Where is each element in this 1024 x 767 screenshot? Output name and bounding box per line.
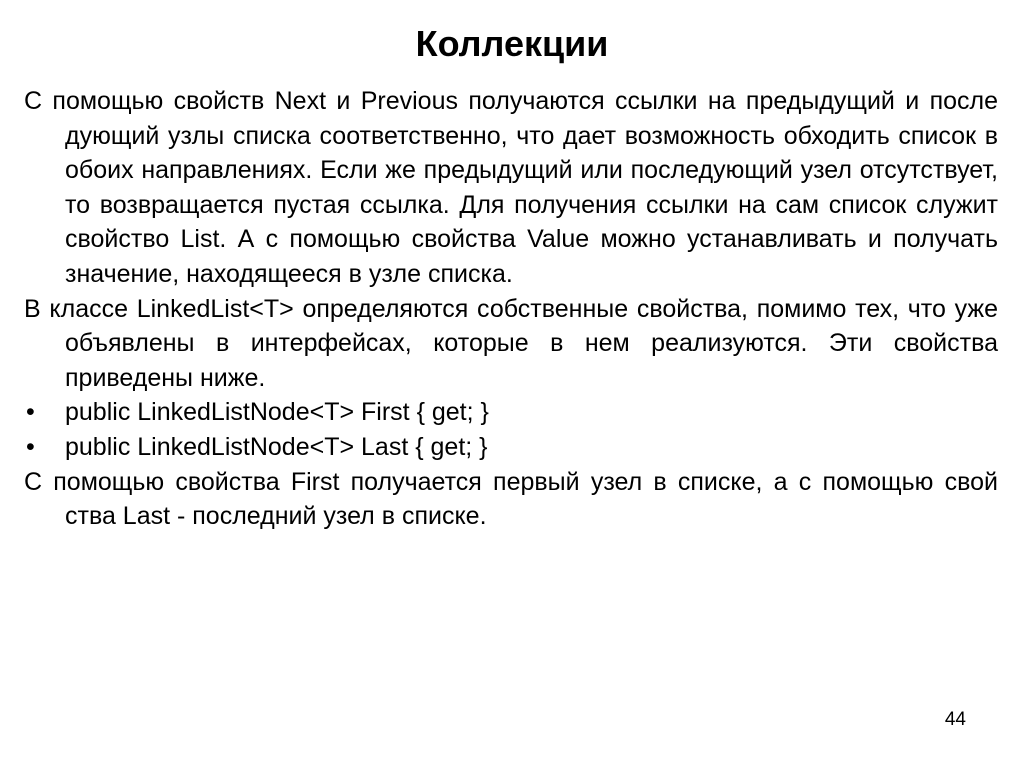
slide-title: Коллекции xyxy=(415,23,609,64)
page-number: 44 xyxy=(944,709,966,730)
paragraph-first-last: С помощью свойства First получается первый узел в списке, а с помощью свой ства Last - последний узел в списке. xyxy=(24,467,998,531)
paragraph-next-previous: С помощью свойств Next и Previous получаются ссылки на предыдущий и после дующий узлы списка соответственно, что дает возможность обходить список в обоих направлениях. Если же предыдущий или последующий узел отсутствует, то возвращается пустая ссылка. Для получения ссылки на сам список служит свойство List. А с помощью свойства Value можно устанавливать и получать значение, находящееся в узле списка. xyxy=(24,87,998,288)
bullet-text: public LinkedListNode<T> First { get; } xyxy=(65,398,489,427)
bullet-text: public LinkedListNode<T> Last { get; } xyxy=(65,432,488,461)
slide-body xyxy=(24,84,998,534)
bullet-item-last xyxy=(24,430,998,465)
bullet-marker: • xyxy=(26,398,35,427)
bullet-item-first xyxy=(24,395,998,430)
paragraph-linkedlist-properties: В классе LinkedList<T> определяются собственные свойства, помимо тех, что уже объявлены в интерфейсах, которые в нем реализуются. Эти свойства приведены ниже. xyxy=(24,294,998,392)
bullet-marker: • xyxy=(26,432,35,461)
